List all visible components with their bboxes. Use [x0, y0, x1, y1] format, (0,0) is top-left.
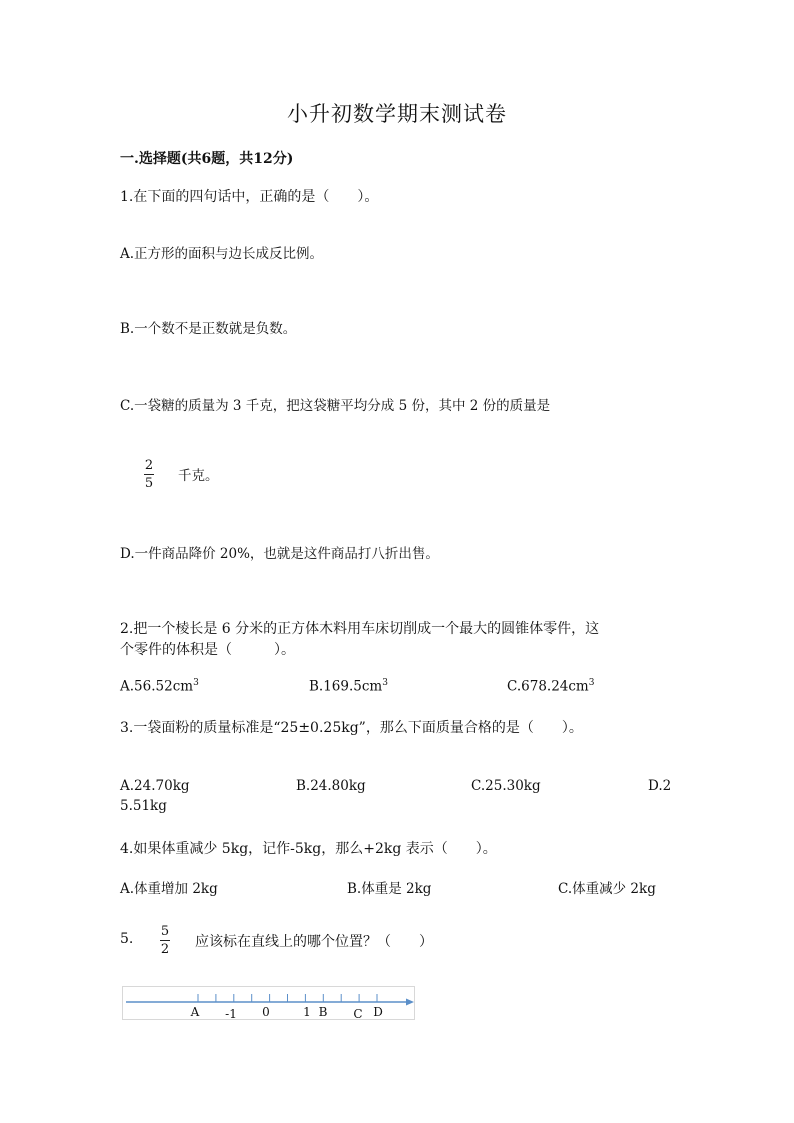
- question-3-option-d-line2: 5.51kg: [120, 798, 167, 814]
- number-line-label-1: 1: [303, 1005, 311, 1019]
- section-heading: 一.选择题(共6题，共12分): [120, 151, 294, 167]
- fraction-numerator: 2: [144, 458, 154, 473]
- number-line-label-a: A: [190, 1005, 200, 1019]
- question-4-option-a: A.体重增加 2kg: [120, 881, 218, 897]
- question-1-fraction: [144, 458, 154, 491]
- question-2-stem-line1: 2.把一个棱长是 6 分米的正方体木料用车床切削成一个最大的圆锥体零件，这: [120, 621, 600, 637]
- question-3-option-d-line1: D.2: [648, 778, 672, 794]
- number-line-label-minus-1: -1: [225, 1007, 237, 1021]
- fraction-numerator: 5: [160, 924, 170, 939]
- unit-superscript: 3: [382, 678, 388, 688]
- question-1-option-c: C.一袋糖的质量为 3 千克，把这袋糖平均分成 5 份，其中 2 份的质量是: [120, 398, 551, 414]
- option-text: A.56.52cm: [120, 678, 194, 695]
- fraction-bar: [160, 940, 170, 941]
- question-3-stem: 3.一袋面粉的质量标准是“25±0.25kg”，那么下面质量合格的是（ ）。: [120, 720, 583, 736]
- number-line-label-0: 0: [262, 1005, 270, 1019]
- question-3-option-b: B.24.80kg: [296, 778, 366, 794]
- question-2-option-b: [309, 678, 388, 695]
- number-line-label-d: D: [373, 1005, 383, 1019]
- question-3-option-a: A.24.70kg: [120, 778, 190, 794]
- question-2-stem-line2: 个零件的体积是（ ）。: [120, 642, 295, 658]
- fraction-bar: [144, 474, 154, 475]
- question-3-option-c: C.25.30kg: [471, 778, 541, 794]
- question-1-option-b: B.一个数不是正数就是负数。: [120, 321, 297, 337]
- question-1-option-c-tail: 千克。: [178, 468, 219, 484]
- question-1-option-d: D.一件商品降价 20%，也就是这件商品打八折出售。: [120, 546, 439, 562]
- question-2-option-c: [507, 678, 594, 695]
- unit-superscript: 3: [193, 678, 199, 688]
- unit-superscript: 3: [588, 678, 595, 688]
- number-line-label-c: C: [353, 1007, 363, 1021]
- question-4-option-b: B.体重是 2kg: [347, 881, 432, 897]
- number-line-labels: [190, 1005, 383, 1021]
- question-2-option-a: [120, 678, 199, 695]
- option-text: B.169.5cm: [309, 678, 383, 695]
- number-line-label-b: B: [318, 1005, 328, 1019]
- question-4-stem: 4.如果体重减少 5kg，记作-5kg，那么+2kg 表示（ ）。: [120, 841, 497, 857]
- number-line-arrow: [406, 999, 414, 1006]
- question-4-option-c: C.体重减少 2kg: [558, 881, 656, 897]
- fraction-denominator: 5: [144, 476, 154, 491]
- number-line-figure: [122, 986, 418, 1024]
- question-5-stem: 应该标在直线上的哪个位置？（ ）: [195, 934, 433, 950]
- page-title: 小升初数学期末测试卷: [287, 102, 507, 126]
- question-5-number: 5.: [120, 931, 134, 947]
- number-line-ticks: [198, 994, 377, 1002]
- question-1-option-a: A.正方形的面积与边长成反比例。: [120, 246, 324, 262]
- question-1-stem: 1.在下面的四句话中，正确的是（ ）。: [120, 189, 379, 205]
- option-text: C.678.24cm: [507, 678, 589, 695]
- fraction-denominator: 2: [160, 942, 170, 957]
- question-5-fraction: [160, 924, 170, 957]
